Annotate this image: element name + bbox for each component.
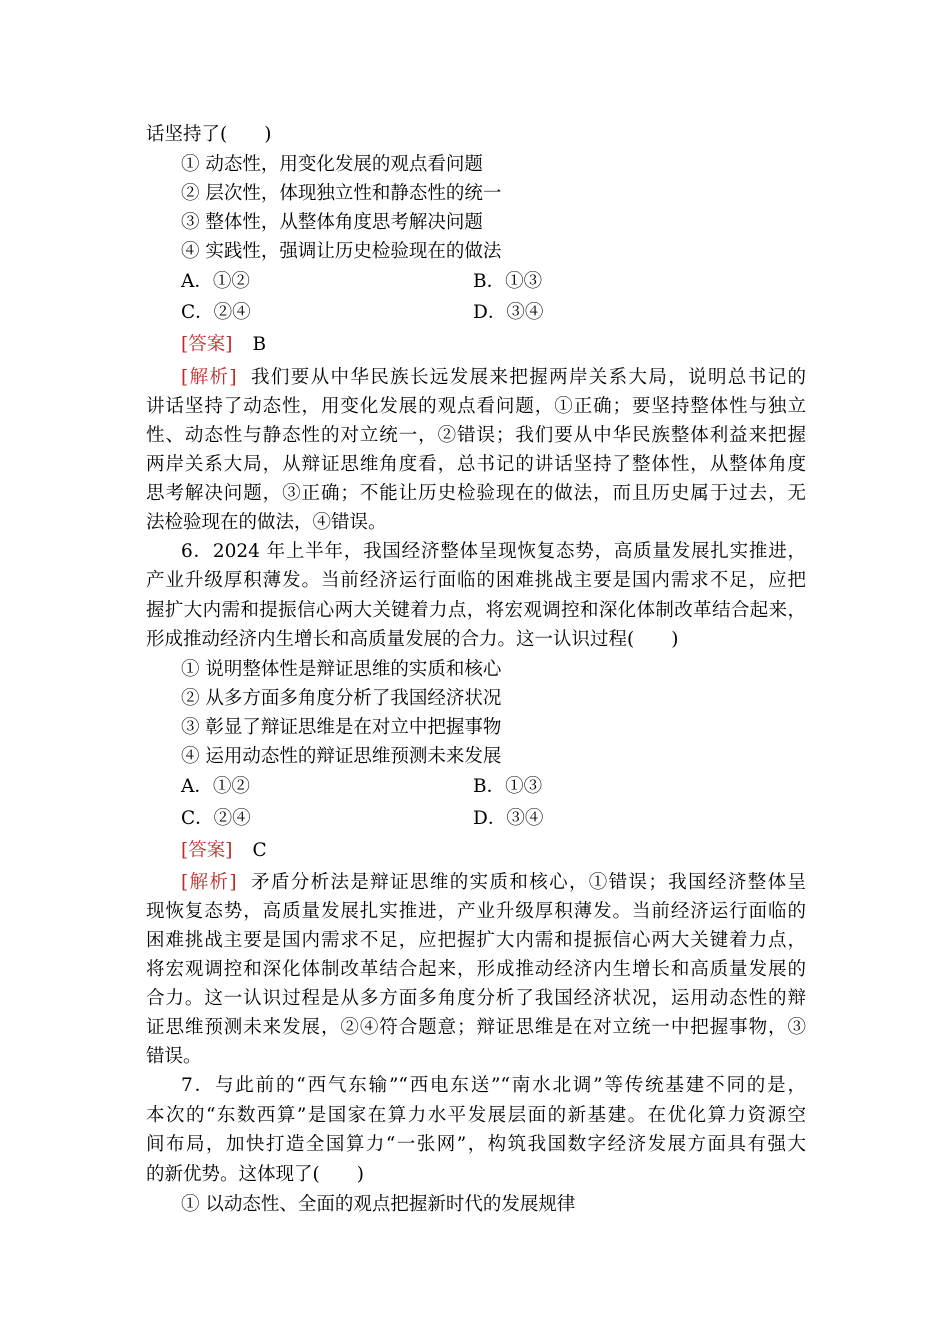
q6-analysis-line-7: 错误。 — [146, 1046, 202, 1067]
q5-stem-tail: 话坚持了( ) — [146, 124, 272, 145]
q6-analysis-line-4: 将宏观调控和深化体制改革结合起来，形成推动经济内生增长和高质量发展的 — [146, 959, 806, 980]
q5-analysis-text-1: 我们要从中华民族长远发展来把握两岸关系大局，说明总书记的 — [251, 367, 806, 388]
q6-stem-line-3: 握扩大内需和提振信心两大关键着力点，将宏观调控和深化体制改革结合起来， — [146, 600, 806, 621]
q5-option-b: B．①③ — [473, 271, 543, 292]
q6-answer: C — [252, 840, 267, 861]
q6-option-d: D．③④ — [473, 808, 544, 829]
q5-answer: B — [252, 334, 267, 355]
q6-analysis-line-3: 困难挑战主要是国内需求不足，应把握扩大内需和提振信心两大关键着力点， — [146, 930, 806, 951]
q5-item-3: ③ 整体性，从整体角度思考解决问题 — [181, 212, 483, 233]
q6-item-1: ① 说明整体性是辩证思维的实质和核心 — [181, 659, 502, 680]
q5-item-1: ① 动态性，用变化发展的观点看问题 — [181, 154, 483, 175]
q5-analysis-line-2: 讲话坚持了动态性，用变化发展的观点看问题，①正确；要坚持整体性与独立 — [146, 396, 806, 417]
q5-analysis-line-5: 思考解决问题，③正确；不能让历史检验现在的做法，而且历史属于过去，无 — [146, 483, 806, 504]
q7-item-1: ① 以动态性、全面的观点把握新时代的发展规律 — [181, 1194, 576, 1215]
q6-stem-line-1: 6．2024 年上半年，我国经济整体呈现恢复态势，高质量发展扎实推进， — [181, 541, 806, 562]
q5-analysis-tag: [解析] — [181, 367, 237, 388]
q6-item-4: ④ 运用动态性的辩证思维预测未来发展 — [181, 746, 502, 767]
q6-item-2: ② 从多方面多角度分析了我国经济状况 — [181, 688, 502, 709]
q5-option-c: C．②④ — [181, 302, 251, 323]
q5-option-d: D．③④ — [473, 302, 544, 323]
q7-stem-line-3: 间布局，加快打造全国算力“一张网”，构筑我国数字经济发展方面具有强大 — [146, 1134, 806, 1155]
q5-analysis-line-1 — [181, 363, 806, 393]
q6-option-a: A．①② — [181, 776, 250, 797]
q6-stem-line-4: 形成推动经济内生增长和高质量发展的合力。这一认识过程( ) — [146, 629, 679, 650]
q6-analysis-line-1 — [181, 868, 806, 898]
q5-analysis-line-3: 性、动态性与静态性的对立统一，②错误；我们要从中华民族整体利益来把握 — [146, 425, 806, 446]
q7-stem-line-1: 7．与此前的“西气东输”“西电东送”“南水北调”等传统基建不同的是， — [181, 1075, 806, 1096]
q5-item-4: ④ 实践性，强调让历史检验现在的做法 — [181, 241, 502, 262]
q6-analysis-line-5: 合力。这一认识过程是从多方面多角度分析了我国经济状况，运用动态性的辩 — [146, 988, 806, 1009]
q6-option-c: C．②④ — [181, 808, 251, 829]
q6-stem-line-2: 产业升级厚积薄发。当前经济运行面临的困难挑战主要是国内需求不足，应把 — [146, 570, 806, 591]
q7-stem-line-4: 的新优势。这体现了( ) — [146, 1164, 364, 1185]
q6-item-3: ③ 彰显了辩证思维是在对立中把握事物 — [181, 717, 502, 738]
q6-option-b: B．①③ — [473, 776, 543, 797]
q7-stem-line-2: 本次的“东数西算”是国家在算力水平发展层面的新基建。在优化算力资源空 — [146, 1105, 806, 1126]
q5-analysis-line-4: 两岸关系大局，从辩证思维角度看，总书记的讲话坚持了整体性，从整体角度 — [146, 454, 806, 475]
q6-answer-tag: [答案] — [181, 840, 233, 861]
q5-analysis-line-6: 法检验现在的做法，④错误。 — [146, 512, 387, 533]
q6-analysis-line-6: 证思维预测未来发展，②④符合题意；辩证思维是在对立统一中把握事物，③ — [146, 1017, 806, 1038]
q6-analysis-line-2: 现恢复态势，高质量发展扎实推进，产业升级厚积薄发。当前经济运行面临的 — [146, 901, 806, 922]
q5-option-a: A．①② — [181, 271, 250, 292]
q5-answer-tag: [答案] — [181, 334, 233, 355]
q6-analysis-tag: [解析] — [181, 872, 237, 893]
q6-analysis-text-1: 矛盾分析法是辩证思维的实质和核心，①错误；我国经济整体呈 — [251, 872, 806, 893]
q5-item-2: ② 层次性，体现独立性和静态性的统一 — [181, 183, 502, 204]
q5-answer-line — [181, 330, 841, 360]
q6-answer-line — [181, 836, 841, 866]
